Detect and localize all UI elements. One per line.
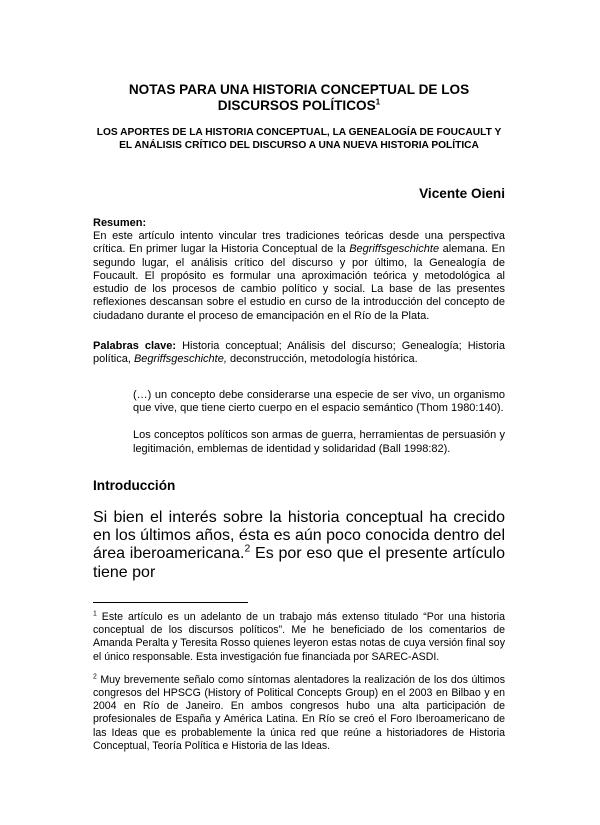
keywords-text-b: deconstrucción, metodología histórica. [226, 353, 418, 366]
keywords [93, 340, 505, 367]
keywords-label: Palabras clave: [93, 340, 177, 353]
document-page [93, 82, 505, 753]
abstract-body [93, 230, 505, 323]
footnote-2-number: 2 [93, 673, 97, 681]
abstract-italic-term: Begriffsgeschichte [349, 243, 440, 256]
title-line-2: DISCURSOS POLÍTICOS [217, 98, 376, 113]
body-footnote-ref[interactable]: 2 [244, 544, 251, 556]
section-heading: Introducción [93, 477, 176, 493]
footnote-1-text: Este artículo es un adelanto de un trabajo más extenso titulado “Por una historia conceptual de los discursos políticos”. Me he beneficiado de los comentarios de Amanda Peralta y Teresita Rosso quienes leyeron estas notas de cuya versión final soy el único responsable. Esta investigación fue financiada por SAREC-ASDI. [93, 611, 505, 663]
footnote-2 [93, 674, 505, 753]
document-title [93, 82, 505, 114]
author-name: Vicente Oieni [419, 186, 505, 201]
footnote-1-number: 1 [93, 610, 97, 618]
keywords-italic-term: Begriffsgeschichte, [133, 353, 227, 366]
footnote-1 [93, 611, 505, 664]
footnote-divider [93, 602, 248, 603]
abstract-text-a: En este artículo intento vincular tres tradiciones teóricas desde una perspectiva crítica. En primer lugar la Historia Conceptual de la [93, 230, 505, 256]
abstract-heading: Resumen: [93, 217, 147, 229]
abstract-text-b: alemana. En segundo lugar, el análisis crítico del discurso y por último, la Genealogía de Foucault. El propósito es formular una aproximación teórica y metodológica al estudio de los procesos de cambio político y social. La base de las presentes reflexiones descansan sobre el estudio en curso de la introducción del concepto de ciudadano durante el proceso de emancipación en el Río de la Plata. [93, 243, 505, 322]
title-line-1: NOTAS PARA UNA HISTORIA CONCEPTUAL DE LOS [128, 82, 470, 97]
footnote-2-text: Muy brevemente señalo como síntomas alentadores la realización de los dos últimos congresos del HPSCG (History of Political Concepts Group) en el 2003 en Bilbao y en 2004 en Río de Janeiro. En ambos congresos hubo una alta participación de profesionales de España y América Latina. En Río se creó el Foro Iberoamericano de las Ideas que es probablemente la única red que reúne a historiadores de Historia Conceptual, Teoría Política e Historia de las Ideas. [93, 673, 505, 752]
document-subtitle: LOS APORTES DE LA HISTORIA CONCEPTUAL, LA GENEALOGÍA DE FOUCAULT Y EL ANÁLISIS CRÍTICO DEL DISCURSO A UNA NUEVA HISTORIA POLÍTICA [96, 127, 502, 151]
body-paragraph [93, 509, 505, 582]
epigraph-quote-1: (…) un concepto debe considerarse una especie de ser vivo, un organismo que vive, que tiene cierto cuerpo en el espacio semántico (Thom 1980:140). [133, 388, 505, 414]
keywords-text-a: Historia conceptual; Análisis del discurso; Genealogía; Historia política, [93, 340, 505, 366]
body-text-a: Si bien el interés sobre la historia conceptual ha crecido en los últimos años, ésta es aún poco conocida dentro del área iberoamericana. [93, 508, 505, 563]
title-footnote-ref[interactable]: 1 [375, 97, 381, 107]
epigraph-quote-2: Los conceptos políticos son armas de guerra, herramientas de persuasión y legitimación, emblemas de identidad y solidaridad (Ball 1998:82). [133, 429, 505, 455]
body-text-b: Es por eso que el presente artículo tiene por [93, 545, 505, 581]
